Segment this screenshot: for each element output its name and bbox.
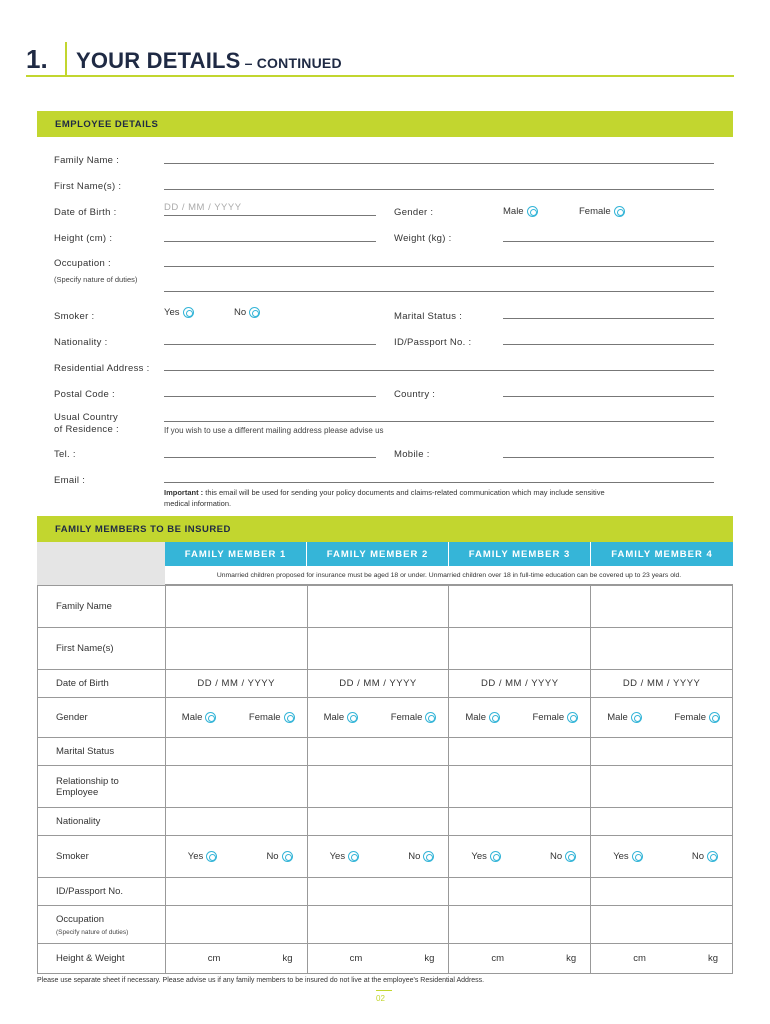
female-text: Female (390, 712, 423, 723)
yes-radio-icon[interactable] (183, 307, 194, 318)
family-member-4-header: FAMILY MEMBER 4 (591, 542, 733, 566)
male-text: Male (503, 206, 524, 218)
nationality-label: Nationality : (54, 337, 108, 348)
fm1-nationality-cell[interactable] (165, 808, 307, 836)
row-label-passport: ID/Passport No. (38, 878, 166, 906)
gender-female-option[interactable] (579, 206, 625, 217)
fm2-dob-cell[interactable]: DD / MM / YYYY (307, 670, 449, 698)
fm1-yes-option[interactable] (188, 851, 218, 862)
relationship-line-1: Relationship to (56, 775, 119, 787)
yes-text: Yes (164, 307, 180, 319)
table-row (38, 628, 733, 670)
fm4-family-name-cell[interactable] (591, 586, 733, 628)
title-continued: – CONTINUED (240, 55, 342, 71)
no-text: No (408, 851, 421, 862)
radio-icon[interactable] (282, 851, 293, 862)
row-label-height-weight: Height & Weight (38, 944, 166, 974)
important-text-2: medical information. (164, 499, 232, 508)
male-text: Male (323, 712, 345, 723)
table-row (38, 906, 733, 944)
row-label-gender: Gender (38, 698, 166, 738)
male-radio-icon[interactable] (527, 206, 538, 217)
fm2-yes-option[interactable] (330, 851, 360, 862)
fm3-occupation-cell[interactable] (449, 906, 591, 944)
radio-icon[interactable] (490, 851, 501, 862)
fm3-passport-cell[interactable] (449, 878, 591, 906)
table-row (38, 808, 733, 836)
no-text: No (691, 851, 704, 862)
fm3-family-name-cell[interactable] (449, 586, 591, 628)
fm4-male-option[interactable] (607, 712, 642, 723)
fm3-gender-cell (449, 698, 591, 738)
fm1-marital-cell[interactable] (165, 738, 307, 766)
fm1-male-option[interactable] (182, 712, 217, 723)
family-name-label: Family Name : (54, 155, 120, 166)
residential-field[interactable] (164, 370, 714, 371)
male-text: Male (181, 712, 203, 723)
fm3-female-option[interactable] (533, 712, 579, 723)
mobile-field[interactable] (503, 457, 714, 458)
table-row (38, 766, 733, 808)
fm3-height-weight-cell[interactable] (449, 944, 591, 974)
fm4-passport-cell[interactable] (591, 878, 733, 906)
kg-unit: kg (707, 953, 718, 964)
fm1-height-weight-cell[interactable] (165, 944, 307, 974)
fm4-relationship-cell[interactable] (591, 766, 733, 808)
row-label-family-name: Family Name (38, 586, 166, 628)
fm4-nationality-cell[interactable] (591, 808, 733, 836)
row-label-nationality: Nationality (38, 808, 166, 836)
male-text: Male (607, 712, 628, 723)
family-member-1-header: FAMILY MEMBER 1 (165, 542, 307, 566)
cm-unit: cm (491, 953, 505, 964)
header-rule (26, 75, 734, 77)
fm3-smoker-cell (449, 836, 591, 878)
kg-unit: kg (424, 953, 435, 964)
page-number: 02 (376, 994, 385, 1003)
fm3-first-names-cell[interactable] (449, 628, 591, 670)
radio-icon[interactable] (709, 712, 720, 723)
kg-unit: kg (282, 953, 293, 964)
family-header-corner (37, 542, 165, 585)
tel-label: Tel. : (54, 449, 76, 460)
fm3-marital-cell[interactable] (449, 738, 591, 766)
fm3-male-option[interactable] (465, 712, 500, 723)
relationship-line-2: Employee (56, 786, 99, 798)
weight-label: Weight (kg) : (394, 233, 452, 244)
fm1-passport-cell[interactable] (165, 878, 307, 906)
dob-label: Date of Birth : (54, 207, 117, 218)
footer-note: Please use separate sheet if necessary. Please advise us if any family members to be insured do not live at the employee's Residential Address. (37, 977, 485, 984)
yes-text: Yes (187, 851, 204, 862)
radio-icon[interactable] (707, 851, 718, 862)
email-field[interactable] (164, 482, 714, 483)
yes-text: Yes (471, 851, 487, 862)
radio-icon[interactable] (347, 712, 358, 723)
fm2-marital-cell[interactable] (307, 738, 449, 766)
mobile-label: Mobile : (394, 449, 430, 460)
section-number: 1. (26, 44, 48, 74)
fm4-occupation-cell[interactable] (591, 906, 733, 944)
height-field[interactable] (164, 241, 376, 242)
postal-label: Postal Code : (54, 389, 115, 400)
fm1-smoker-cell (165, 836, 307, 878)
family-member-2-header: FAMILY MEMBER 2 (307, 542, 449, 566)
yes-text: Yes (613, 851, 629, 862)
no-text: No (550, 851, 563, 862)
family-name-field[interactable] (164, 163, 714, 164)
female-radio-icon[interactable] (614, 206, 625, 217)
marital-field[interactable] (503, 318, 714, 319)
table-row (38, 738, 733, 766)
fm2-female-option[interactable] (391, 712, 437, 723)
important-label: Important : (164, 488, 204, 497)
cm-unit: cm (207, 953, 221, 964)
fm1-relationship-cell[interactable] (165, 766, 307, 808)
row-label-first-names: First Name(s) (38, 628, 166, 670)
row-label-relationship (38, 766, 166, 808)
radio-icon[interactable] (205, 712, 216, 723)
radio-icon[interactable] (348, 851, 359, 862)
radio-icon[interactable] (284, 712, 295, 723)
occupation-field[interactable] (164, 266, 714, 267)
fm3-yes-option[interactable] (471, 851, 501, 862)
radio-icon[interactable] (206, 851, 217, 862)
fm1-family-name-cell[interactable] (165, 586, 307, 628)
fm4-no-option[interactable] (692, 851, 718, 862)
cm-unit: cm (633, 953, 646, 964)
family-members-table (37, 585, 733, 974)
family-age-note: Unmarried children proposed for insurance must be aged 18 or under. Unmarried children over 18 in full-time education can be covered up to 23 years old. (165, 566, 733, 585)
occupation-field-2[interactable] (164, 291, 714, 292)
weight-field[interactable] (503, 241, 714, 242)
title-text: YOUR DETAILS (76, 48, 241, 73)
row-label-marital: Marital Status (38, 738, 166, 766)
fm2-first-names-cell[interactable] (307, 628, 449, 670)
passport-field[interactable] (503, 344, 714, 345)
no-text: No (266, 851, 279, 862)
occupation-label: Occupation : (54, 258, 111, 269)
female-text: Female (248, 712, 281, 723)
smoker-yes-option[interactable] (164, 307, 194, 318)
important-text: this email will be used for sending your policy documents and claims-related communication which may include sensitive (203, 488, 605, 497)
dob-field[interactable] (164, 215, 376, 216)
header-divider (65, 42, 67, 76)
yes-text: Yes (329, 851, 346, 862)
occupation-note: (Specify nature of duties) (56, 928, 129, 936)
family-member-3-header: FAMILY MEMBER 3 (449, 542, 591, 566)
email-important-note (164, 487, 720, 509)
table-row (38, 698, 733, 738)
radio-icon[interactable] (425, 712, 436, 723)
cm-unit: cm (349, 953, 363, 964)
gender-label: Gender : (394, 207, 434, 218)
table-row (38, 586, 733, 628)
usual-country-label-2: of Residence : (54, 424, 119, 435)
family-members-band: FAMILY MEMBERS TO BE INSURED (37, 516, 733, 542)
fm4-female-option[interactable] (674, 712, 720, 723)
height-label: Height (cm) : (54, 233, 113, 244)
usual-country-field[interactable] (164, 421, 714, 422)
no-radio-icon[interactable] (249, 307, 260, 318)
passport-label: ID/Passport No. : (394, 337, 472, 348)
fm2-passport-cell[interactable] (307, 878, 449, 906)
table-row (38, 944, 733, 974)
fm4-first-names-cell[interactable] (591, 628, 733, 670)
smoker-no-option[interactable] (234, 307, 260, 318)
mailing-note: If you wish to use a different mailing address please advise us (164, 426, 384, 435)
fm2-male-option[interactable] (324, 712, 359, 723)
fm3-no-option[interactable] (550, 851, 576, 862)
fm1-gender-cell (165, 698, 307, 738)
female-text: Female (579, 206, 611, 218)
fm1-occupation-cell[interactable] (165, 906, 307, 944)
residential-label: Residential Address : (54, 363, 150, 374)
row-label-smoker: Smoker (38, 836, 166, 878)
row-label-occupation (38, 906, 166, 944)
table-row (38, 836, 733, 878)
table-row (38, 878, 733, 906)
email-label: Email : (54, 475, 86, 486)
page-title (76, 48, 342, 74)
fm4-gender-cell (591, 698, 733, 738)
occupation-note: (Specify nature of duties) (54, 275, 138, 284)
fm4-marital-cell[interactable] (591, 738, 733, 766)
fm3-dob-cell[interactable]: DD / MM / YYYY (449, 670, 591, 698)
fm2-relationship-cell[interactable] (307, 766, 449, 808)
country-label: Country : (394, 389, 436, 400)
fm3-relationship-cell[interactable] (449, 766, 591, 808)
fm1-no-option[interactable] (266, 851, 292, 862)
page-number-rule (376, 990, 392, 991)
fm2-nationality-cell[interactable] (307, 808, 449, 836)
first-names-field[interactable] (164, 189, 714, 190)
radio-icon[interactable] (632, 851, 643, 862)
radio-icon[interactable] (631, 712, 642, 723)
radio-icon[interactable] (423, 851, 434, 862)
radio-icon[interactable] (489, 712, 500, 723)
fm2-gender-cell (307, 698, 449, 738)
gender-male-option[interactable] (503, 206, 538, 217)
fm3-nationality-cell[interactable] (449, 808, 591, 836)
postal-field[interactable] (164, 396, 376, 397)
radio-icon[interactable] (567, 712, 578, 723)
fm4-yes-option[interactable] (613, 851, 643, 862)
fm2-smoker-cell (307, 836, 449, 878)
row-label-dob: Date of Birth (38, 670, 166, 698)
kg-unit: kg (566, 953, 577, 964)
female-text: Female (674, 712, 706, 723)
fm1-dob-cell[interactable]: DD / MM / YYYY (165, 670, 307, 698)
tel-field[interactable] (164, 457, 376, 458)
radio-icon[interactable] (565, 851, 576, 862)
fm1-female-option[interactable] (249, 712, 295, 723)
nationality-field[interactable] (164, 344, 376, 345)
fm1-first-names-cell[interactable] (165, 628, 307, 670)
dob-placeholder: DD / MM / YYYY (164, 202, 242, 213)
fm4-height-weight-cell[interactable] (591, 944, 733, 974)
fm2-no-option[interactable] (408, 851, 434, 862)
female-text: Female (532, 712, 565, 723)
fm2-occupation-cell[interactable] (307, 906, 449, 944)
fm2-height-weight-cell[interactable] (307, 944, 449, 974)
employee-details-band: EMPLOYEE DETAILS (37, 111, 733, 137)
first-names-label: First Name(s) : (54, 181, 122, 192)
table-row (38, 670, 733, 698)
country-field[interactable] (503, 396, 714, 397)
fm4-dob-cell[interactable]: DD / MM / YYYY (591, 670, 733, 698)
marital-label: Marital Status : (394, 311, 463, 322)
occupation-text: Occupation (56, 913, 105, 925)
male-text: Male (465, 712, 486, 723)
fm2-family-name-cell[interactable] (307, 586, 449, 628)
no-text: No (234, 307, 247, 319)
fm4-smoker-cell (591, 836, 733, 878)
smoker-label: Smoker : (54, 311, 95, 322)
usual-country-label: Usual Country (54, 412, 119, 423)
